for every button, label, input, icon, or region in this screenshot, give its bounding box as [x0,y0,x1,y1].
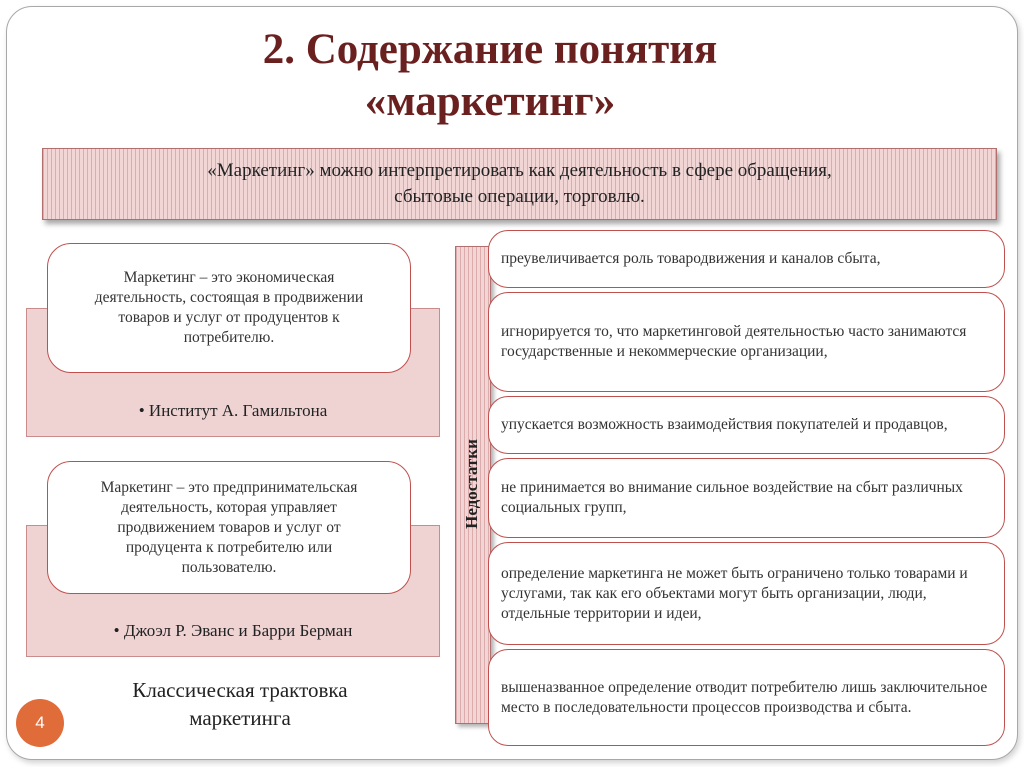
title-line-2: «маркетинг» [364,78,616,125]
intro-line-1: «Маркетинг» можно интерпретировать как деятельность в сфере обращения, [207,160,832,181]
drawback-item-6 [488,649,1005,746]
intro-line-2: сбытовые операции, торговлю. [394,186,645,207]
drawback-item-2 [488,292,1005,392]
slide-title [150,24,830,128]
drawback-text-3: упускается возможность взаимодействия покупателей и продавцов, [501,416,948,433]
drawback-item-4 [488,458,1005,538]
drawback-item-3 [488,396,1005,454]
title-line-1: 2. Содержание понятия [262,26,718,73]
drawback-text-1: преувеличивается роль товародвижения и каналов сбыта, [501,250,881,267]
drawback-text-2: игнорируется то, что маркетинговой деятельностью часто занимаются государственные и некоммерческие организации, [501,323,967,360]
definition-source-1: • Институт А. Гамильтона [138,401,328,420]
page-number-badge [16,699,64,747]
page-number: 4 [35,713,45,732]
drawback-item-1 [488,230,1005,288]
definition-text-1: Маркетинг – это экономическая деятельность, состоящая в продвижении товаров и услуг от продуцентов к потребителю. [94,269,364,346]
drawback-text-5: определение маркетинга не может быть ограничено только товарами и услугами, так как его объектами могут быть организации, люди, отдельные территории и идеи, [501,564,968,622]
classic-caption: Классическая трактовка маркетинга [132,678,348,730]
drawbacks-label: Недостатки [462,439,481,529]
definition-source-2: • Джоэл Р. Эванс и Барри Берман [113,621,353,640]
definition-text-2: Маркетинг – это предпринимательская деятельность, которая управляет продвижением товаров и услуг от продуцента к потребителю или пользователю. [100,478,358,576]
definition-card-2 [47,461,411,594]
drawback-text-6: вышеназванное определение отводит потребителю лишь заключительное место в последовательности процессов производства и сбыта. [501,678,988,716]
drawback-item-5 [488,542,1005,645]
intro-banner [42,148,997,220]
definition-card-1 [47,243,411,373]
drawback-text-4: не принимается во внимание сильное воздействие на сбыт различных социальных групп, [501,479,963,516]
